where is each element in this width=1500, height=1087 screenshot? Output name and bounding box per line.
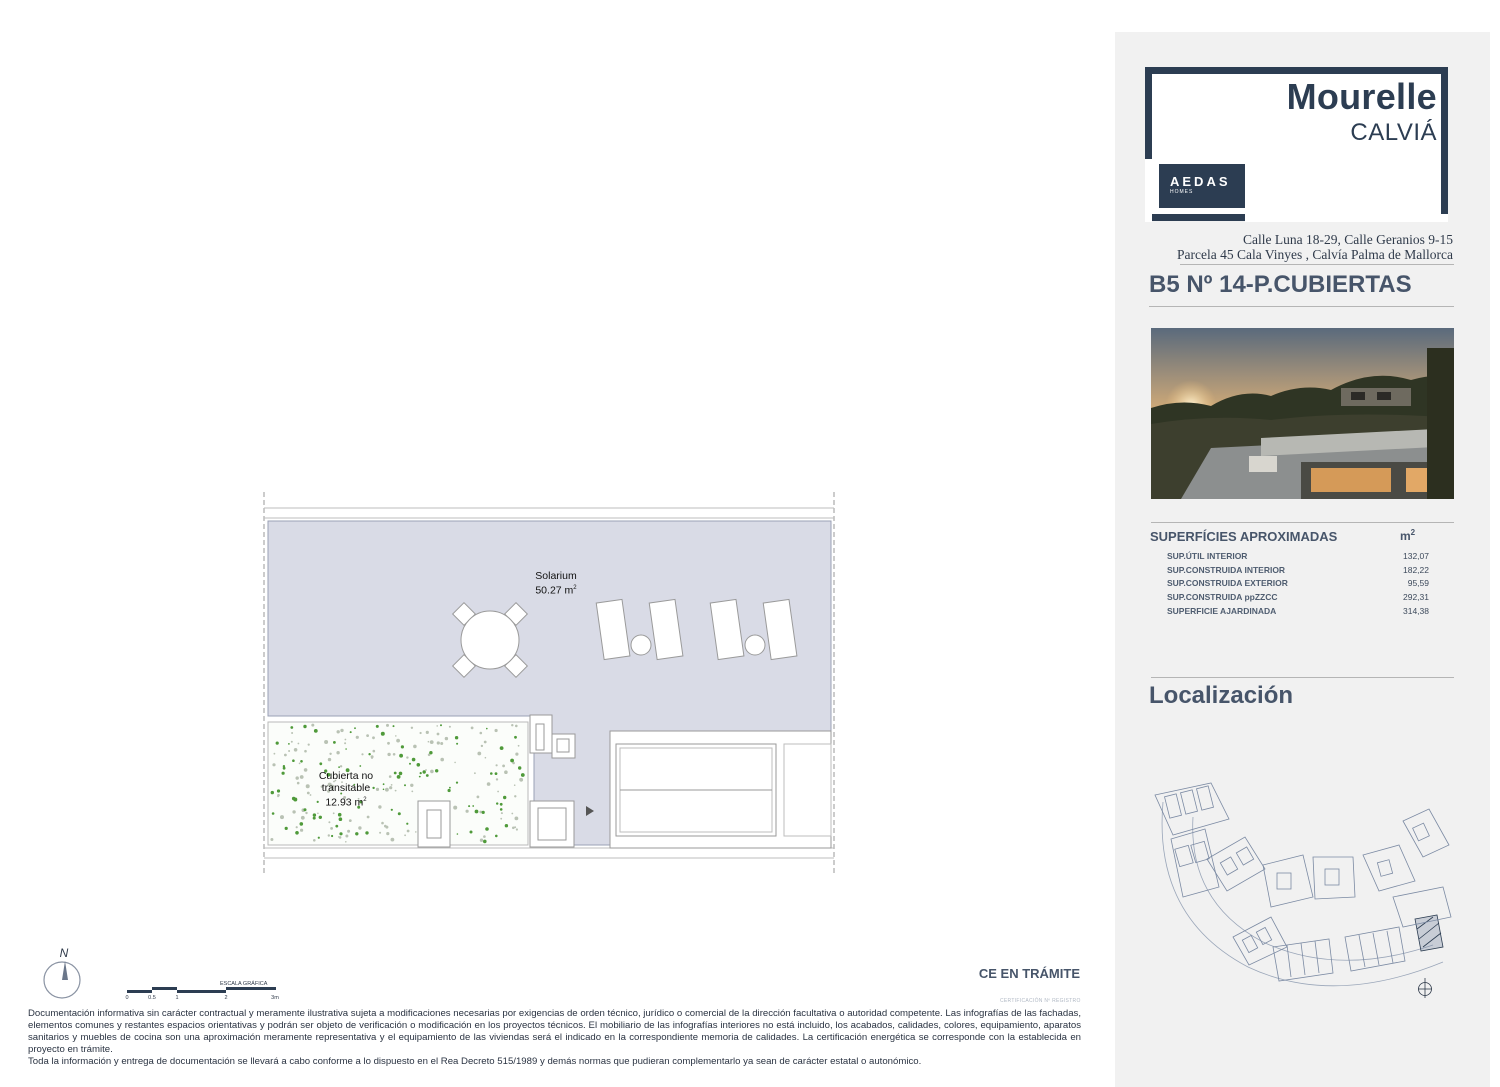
- planting-dot: [366, 734, 369, 737]
- planting-dot: [437, 741, 440, 744]
- planting-dot: [308, 744, 310, 746]
- planting-dot: [456, 782, 458, 784]
- planting-dot: [515, 817, 519, 821]
- divider: [1149, 306, 1454, 307]
- planting-dot: [373, 750, 376, 753]
- planting-dot: [328, 758, 331, 761]
- planting-dot: [345, 748, 347, 750]
- planting-dot: [280, 815, 284, 819]
- planting-dot: [391, 838, 395, 842]
- planting-dot: [477, 796, 480, 799]
- planting-dot: [516, 828, 518, 830]
- planting-dot: [503, 796, 506, 799]
- planting-dot: [453, 806, 457, 810]
- planting-dot: [371, 755, 374, 758]
- planting-dot: [319, 816, 322, 819]
- scale-tick-2: 1: [175, 995, 179, 1001]
- planting-dot: [497, 791, 499, 793]
- planting-dot: [329, 753, 331, 755]
- planting-dot: [328, 834, 330, 836]
- scale-tick-0: 0: [125, 995, 129, 1001]
- planting-dot: [472, 805, 474, 807]
- planting-dot: [401, 745, 404, 748]
- planting-dot: [313, 839, 316, 842]
- planting-dot: [500, 818, 502, 820]
- planting-dot: [510, 759, 514, 763]
- planting-dot: [455, 736, 458, 739]
- planting-dot: [284, 754, 287, 757]
- table-row: [1167, 590, 1429, 604]
- planting-dot: [339, 817, 343, 821]
- area-value: 182,22: [1403, 564, 1429, 575]
- solarium-label: [524, 570, 588, 597]
- planting-dot: [514, 736, 517, 739]
- planting-dot: [425, 769, 427, 771]
- planting-dot: [519, 778, 523, 782]
- planting-dot: [475, 810, 479, 814]
- address-line-1: Calle Luna 18-29, Calle Geranios 9-15: [1243, 232, 1453, 247]
- planting-dot: [429, 751, 432, 754]
- planting-dot: [515, 725, 518, 728]
- table-row: [1167, 549, 1429, 563]
- planting-dot: [350, 731, 352, 733]
- planting-dot: [290, 726, 293, 729]
- planting-dot: [340, 765, 342, 767]
- green-roof-name-2: transitable: [321, 782, 371, 794]
- planting-dot: [359, 765, 361, 767]
- planting-dot: [512, 827, 515, 830]
- planting-dot: [404, 834, 406, 836]
- planting-dot: [511, 813, 513, 815]
- planting-dot: [333, 741, 336, 744]
- planting-dot: [515, 753, 518, 756]
- planting-dot: [307, 792, 310, 795]
- planting-dot: [518, 766, 521, 769]
- planting-dot: [398, 812, 401, 815]
- scale-title: ESCALA GRÁFICA: [220, 981, 268, 987]
- planting-dot: [272, 812, 275, 815]
- planting-dot: [298, 743, 300, 745]
- planting-dot: [379, 832, 381, 834]
- planting-dot: [474, 772, 476, 774]
- unit-title: B5 Nº 14-P.CUBIERTAS: [1149, 271, 1412, 298]
- table-row: [1167, 563, 1429, 577]
- address-line-2: Parcela 45 Cala Vinyes , Calvía Palma de Mallorca: [1177, 247, 1453, 262]
- planting-dot: [291, 741, 293, 743]
- planting-dot: [335, 825, 338, 828]
- planting-dot: [383, 783, 385, 785]
- planting-dot: [415, 831, 417, 833]
- planting-dot: [376, 725, 379, 728]
- planting-dot: [283, 765, 285, 767]
- planting-dot: [339, 832, 342, 835]
- planting-dot: [274, 753, 276, 755]
- planting-dot: [300, 775, 304, 779]
- planting-dot: [426, 774, 429, 777]
- area-label: SUPERFICIE AJARDINADA: [1167, 605, 1277, 616]
- planting-dot: [411, 791, 413, 793]
- area-value: 314,38: [1403, 605, 1429, 616]
- planting-dot: [514, 784, 516, 786]
- planting-dot: [292, 810, 295, 813]
- planting-dot: [305, 812, 307, 814]
- graphic-scale: [120, 977, 290, 1003]
- area-label: SUP.CONSTRUIDA INTERIOR: [1167, 564, 1286, 575]
- planting-dot: [385, 788, 389, 792]
- project-name: Mourelle: [1286, 76, 1437, 117]
- planting-dot: [292, 759, 295, 762]
- planting-dot: [481, 745, 483, 747]
- planting-dot: [331, 835, 333, 837]
- areas-unit: $m^2$: [1400, 528, 1416, 543]
- planting-dot: [500, 803, 503, 806]
- planting-dot: [304, 768, 308, 772]
- planting-dot: [440, 758, 444, 762]
- planting-dot: [454, 762, 456, 764]
- planting-dot: [471, 727, 474, 730]
- planting-dot: [394, 772, 397, 775]
- planting-dot: [440, 742, 443, 745]
- planting-dot: [411, 727, 413, 729]
- planting-dot: [399, 772, 403, 776]
- planting-dot: [521, 773, 525, 777]
- planting-dot: [487, 782, 491, 786]
- planting-dot: [345, 739, 347, 741]
- planting-dot: [271, 791, 274, 794]
- scale-tick-1: 0.5: [148, 995, 156, 1001]
- planting-dot: [410, 784, 413, 787]
- planting-dot: [435, 769, 438, 772]
- planting-dot: [292, 797, 296, 801]
- planting-dot: [318, 837, 320, 839]
- planting-dot: [276, 742, 279, 745]
- north-arrow: [40, 946, 86, 1002]
- area-label: SUP.CONSTRUIDA EXTERIOR: [1167, 578, 1288, 589]
- planting-dot: [291, 732, 293, 734]
- planting-dot: [340, 729, 343, 732]
- planting-dot: [277, 795, 279, 797]
- disclaimer-paragraph-2: Toda la información y entrega de documentación se llevará a cabo conforme a lo dispuesto en el Rea Decreto 515/1989 y demás normas que pudieran complementarlo ya sean de carácter estatal o autonómico.: [28, 1056, 922, 1067]
- planting-dot: [277, 789, 280, 792]
- planting-dot: [389, 786, 392, 789]
- planting-dot: [319, 762, 322, 765]
- planting-dot: [345, 841, 347, 843]
- planting-dot: [354, 727, 356, 729]
- energy-certificate-status: CE EN TRÁMITE: [978, 966, 1080, 981]
- divider: [1151, 522, 1454, 523]
- planting-dot: [347, 830, 350, 833]
- planting-dot: [430, 770, 434, 774]
- site-compass-icon: [1416, 977, 1436, 999]
- planting-dot: [518, 745, 520, 747]
- planting-dot: [393, 753, 396, 756]
- planting-dot: [355, 832, 358, 835]
- planting-dot: [437, 733, 440, 736]
- planting-dot: [426, 731, 429, 734]
- planting-dot: [344, 742, 346, 744]
- planting-dot: [333, 812, 335, 814]
- planting-dot: [468, 805, 470, 807]
- planting-dot: [483, 840, 487, 844]
- planting-dot: [482, 811, 485, 814]
- planting-dot: [406, 756, 408, 758]
- floor-plan: [258, 488, 842, 880]
- planting-dot: [496, 764, 498, 766]
- planting-dot: [336, 751, 339, 754]
- planting-dot: [430, 740, 434, 744]
- planting-dot: [511, 724, 513, 726]
- developer-sub: HOMES: [1170, 189, 1194, 195]
- planting-dot: [296, 776, 299, 779]
- planting-dot: [282, 772, 285, 775]
- planting-dot: [485, 827, 489, 831]
- planting-dot: [440, 724, 442, 726]
- planting-dot: [407, 830, 410, 833]
- planting-dot: [295, 831, 299, 835]
- planting-dot: [314, 729, 318, 733]
- planting-dot: [391, 809, 393, 811]
- planting-dot: [505, 824, 508, 827]
- planting-dot: [470, 831, 473, 834]
- planting-dot: [367, 816, 370, 819]
- developer-logo: [1159, 164, 1245, 208]
- developer-name: AEDAS: [1170, 174, 1231, 189]
- green-roof-name-1: Cubierta no: [318, 770, 374, 782]
- planting-dot: [412, 758, 416, 762]
- areas-header: SUPERFÍCIES APROXIMADAS: [1150, 529, 1338, 544]
- planting-dot: [328, 821, 330, 823]
- planting-dot: [349, 819, 352, 822]
- planting-dot: [356, 736, 359, 739]
- table-row: [1167, 604, 1429, 618]
- planting-dot: [477, 752, 481, 756]
- planting-dot: [495, 835, 498, 838]
- divider: [1151, 677, 1454, 678]
- planting-dot: [300, 829, 303, 832]
- planting-dot: [285, 827, 288, 830]
- planting-dot: [514, 795, 516, 797]
- planting-dot: [395, 735, 397, 737]
- planting-dot: [294, 748, 298, 752]
- planting-dot: [495, 772, 498, 775]
- planting-dot: [391, 784, 393, 786]
- info-panel: [1115, 32, 1490, 1087]
- planting-dot: [484, 741, 487, 744]
- planting-dot: [288, 743, 290, 745]
- project-address: [1177, 232, 1453, 262]
- planting-dot: [409, 763, 411, 765]
- planting-dot: [330, 827, 333, 830]
- planting-dot: [500, 746, 504, 750]
- planting-dot: [449, 787, 451, 789]
- area-value: 95,59: [1407, 578, 1429, 589]
- planting-dot: [361, 753, 363, 755]
- planting-dot: [338, 813, 342, 817]
- planting-dot: [456, 743, 458, 745]
- planting-dot: [313, 813, 316, 816]
- table-row: [1167, 576, 1429, 590]
- planting-dot: [317, 813, 319, 815]
- planting-dot: [311, 724, 314, 727]
- planting-dot: [495, 729, 498, 732]
- planting-dot: [306, 784, 310, 788]
- planting-dot: [504, 770, 508, 774]
- planting-dot: [496, 778, 498, 780]
- planting-dot: [383, 789, 385, 791]
- planting-dot: [428, 741, 430, 743]
- area-value: 132,07: [1403, 550, 1429, 561]
- green-roof-label: [312, 770, 380, 809]
- planting-dot: [386, 832, 389, 835]
- planting-dot: [404, 784, 406, 786]
- planting-dot: [300, 822, 304, 826]
- planting-dot: [381, 822, 384, 825]
- area-label: SUP.CONSTRUIDA ppZZCC: [1167, 591, 1278, 602]
- planting-dot: [313, 817, 316, 820]
- planting-dot: [384, 825, 387, 828]
- planting-dot: [301, 816, 305, 820]
- disclaimer-paragraph-1: Documentación informativa sin carácter contractual y meramente ilustrativa sujeta a modificaciones necesarias por exigencias de orden técnico, jurídico o comercial de la dirección facultativa o autoridad competente. Las infografías de las fachadas, elementos comunes y restantes espacios orientativas y podrán ser objeto de verificación o modificación en los proyectos técnicos. El mobiliario de las infografías interiores no está incluido, los acabados, calidades, colores, equipamiento, aparatos sanitarios y muebles de cocina son una aproximación meramente representativa y el equipamiento de las viviendas será el indicado en la correspondiente memoria de calidades. La certificación energética se corresponde con la establecida en proyecto en trámite.: [28, 1008, 1081, 1055]
- planting-dot: [303, 725, 306, 728]
- solarium-area: 50.27 $m^2$: [535, 584, 577, 597]
- certificate-registry-note: CERTIFICACIÓN Nº REGISTRO: [1000, 998, 1081, 1004]
- planting-dot: [372, 736, 375, 739]
- planting-dot: [397, 775, 401, 779]
- planting-dot: [480, 839, 483, 842]
- planting-dot: [486, 728, 488, 730]
- planting-dot: [272, 763, 275, 766]
- north-letter: N: [59, 946, 69, 960]
- project-location: CALVIÁ: [1350, 119, 1437, 146]
- divider: [1180, 264, 1454, 265]
- scale-tick-3: 2: [224, 995, 228, 1001]
- planting-dot: [449, 726, 451, 728]
- planting-dot: [304, 808, 307, 811]
- planting-dot: [490, 772, 493, 775]
- planting-dot: [399, 754, 403, 758]
- planting-dot: [337, 730, 340, 733]
- planting-dot: [386, 724, 389, 727]
- green-roof-area: 12.93 $m^2$: [325, 796, 367, 809]
- planting-dot: [396, 739, 400, 743]
- planting-dot: [480, 732, 483, 735]
- planting-dot: [417, 763, 421, 767]
- planting-dot: [368, 753, 370, 755]
- planting-dot: [304, 750, 307, 753]
- planting-dot: [457, 833, 459, 835]
- solarium-name: Solarium: [535, 570, 577, 582]
- planting-dot: [485, 757, 487, 759]
- planting-dot: [393, 725, 395, 727]
- planting-dot: [483, 835, 486, 838]
- planting-dot: [419, 776, 421, 778]
- planting-dot: [345, 835, 348, 838]
- planting-dot: [297, 782, 300, 785]
- planting-dot: [502, 765, 505, 768]
- planting-dot: [496, 802, 498, 804]
- dining-table: [453, 603, 528, 678]
- planting-dot: [466, 810, 469, 813]
- planting-dot: [381, 732, 385, 736]
- location-title: Localización: [1149, 682, 1294, 709]
- site-location-plan: [1153, 777, 1453, 1002]
- planting-dot: [420, 772, 422, 774]
- legal-disclaimer: [28, 1008, 1081, 1068]
- planting-dot: [500, 808, 503, 811]
- planting-dot: [387, 742, 390, 745]
- floor-plan-drawing: [258, 488, 842, 880]
- planting-dot: [445, 737, 448, 740]
- planting-dot: [448, 789, 451, 792]
- planting-dot: [423, 770, 426, 773]
- planting-dot: [338, 766, 340, 768]
- planting-dot: [365, 831, 368, 834]
- planting-dot: [389, 775, 392, 778]
- area-label: SUP.ÚTIL INTERIOR: [1167, 550, 1248, 561]
- planting-dot: [501, 812, 503, 814]
- planting-dot: [288, 750, 290, 752]
- area-value: 292,31: [1403, 591, 1429, 602]
- scale-tick-4: 3m: [271, 995, 279, 1001]
- planting-dot: [300, 760, 303, 763]
- exterior-render-photo: [1151, 328, 1454, 499]
- planting-dot: [299, 763, 301, 765]
- planting-dot: [324, 740, 328, 744]
- planting-dot: [339, 836, 342, 839]
- planting-dot: [358, 826, 361, 829]
- planting-dot: [296, 826, 298, 828]
- areas-table: [1167, 549, 1429, 617]
- planting-dot: [387, 753, 390, 756]
- planting-dot: [413, 745, 417, 749]
- project-logo: [1145, 67, 1448, 221]
- planting-dot: [406, 823, 408, 825]
- planting-dot: [420, 732, 422, 734]
- planting-dot: [436, 725, 438, 727]
- planting-dot: [395, 790, 397, 792]
- planting-dot: [270, 838, 273, 841]
